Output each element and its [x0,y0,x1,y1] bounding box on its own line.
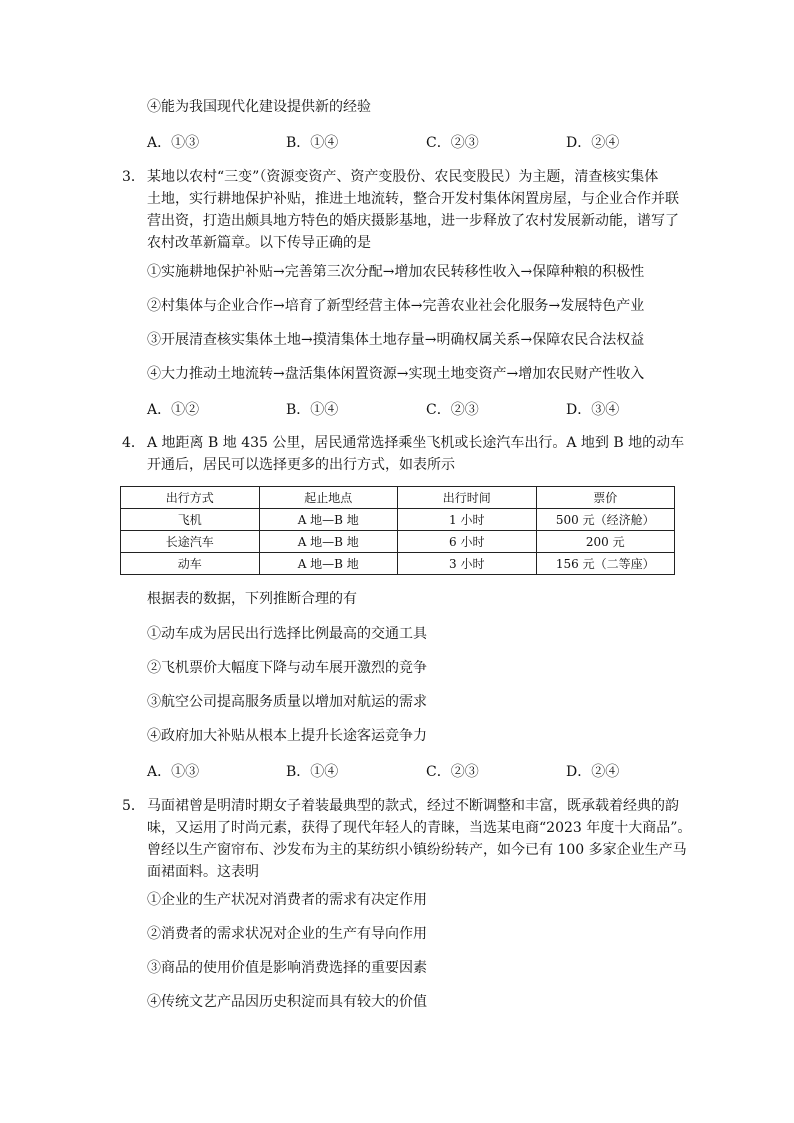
q3-option-1: ①实施耕地保护补贴→完善第三次分配→增加农民转移性收入→保障种粮的积极性 [147,264,645,280]
q4-choices [147,761,667,783]
q3-choice-c[interactable]: C．②③ [426,402,479,418]
table-header-row [121,487,675,509]
table-header-cell: 起止地点 [259,487,398,509]
table-header-cell: 出行时间 [398,487,537,509]
q3-option-3: ③开展清查核实集体土地→摸清集体土地存量→明确权属关系→保障农民合法权益 [147,332,645,348]
table-cell: 动车 [121,553,260,575]
q2-choice-a[interactable]: A．①③ [147,135,200,151]
q3-choice-b[interactable]: B．①④ [286,402,339,418]
q4-choice-b[interactable]: B．①④ [286,764,339,780]
table-cell: 500 元（经济舱） [536,509,675,531]
table-header-cell: 出行方式 [121,487,260,509]
q4-option-4: ④政府加大补贴从根本上提升长途客运竞争力 [147,728,427,744]
q5-stem-line-2: 味，又运用了时尚元素，获得了现代年轻人的青睐，当选某电商“2023 年度十大商品”。 [147,820,692,836]
q5-stem-line-1: 马面裙曾是明清时期女子着装最典型的款式，经过不断调整和丰富，既承载着经典的韵 [147,798,679,814]
q4-option-2: ②飞机票价大幅度下降与动车展开激烈的竞争 [147,660,427,676]
table-cell: A 地—B 地 [259,531,398,553]
q2-choices [147,132,667,154]
q4-option-1: ①动车成为居民出行选择比例最高的交通工具 [147,626,427,642]
q3-choice-d[interactable]: D．③④ [566,402,620,418]
table-cell: A 地—B 地 [259,553,398,575]
q5-stem-line-4: 面裙面料。这表明 [147,864,259,880]
q5-option-3: ③商品的使用价值是影响消费选择的重要因素 [147,960,427,976]
q2-option-4: ④能为我国现代化建设提供新的经验 [147,99,371,115]
q2-choice-b[interactable]: B．①④ [286,135,339,151]
q4-choice-d[interactable]: D．②④ [566,764,620,780]
q2-choice-c[interactable]: C．②③ [426,135,479,151]
table-cell: 156 元（二等座） [536,553,675,575]
q3-stem-line-4: 农村改革新篇章。以下传导正确的是 [147,235,371,251]
q3-choice-a[interactable]: A．①② [147,402,200,418]
table-cell: 6 小时 [398,531,537,553]
q4-number: 4． [122,435,145,451]
q4-stem-line-2: 开通后，居民可以选择更多的出行方式，如表所示 [147,457,455,473]
q4-option-3: ③航空公司提高服务质量以增加对航运的需求 [147,694,427,710]
q5-option-1: ①企业的生产状况对消费者的需求有决定作用 [147,892,427,908]
q4-stem-line-1: A 地距离 B 地 435 公里，居民通常选择乘坐飞机或长途汽车出行。A 地到 B 地的动车 [147,435,685,451]
q3-stem-line-3: 营出资，打造出颇具地方特色的婚庆摄影基地，进一步释放了农村发展新动能，谱写了 [147,213,679,229]
travel-table [120,486,675,575]
table-cell: 飞机 [121,509,260,531]
table-row [121,553,675,575]
q3-number: 3． [122,169,145,185]
q5-option-4: ④传统文艺产品因历史积淀而具有较大的价值 [147,994,427,1010]
q5-stem-line-3: 曾经以生产窗帘布、沙发布为主的某纺织小镇纷纷转产，如今已有 100 多家企业生产马 [147,842,687,858]
table-cell: 长途汽车 [121,531,260,553]
table-row [121,509,675,531]
q5-number: 5． [122,798,145,814]
q4-choice-c[interactable]: C．②③ [426,764,479,780]
q3-option-2: ②村集体与企业合作→培育了新型经营主体→完善农业社会化服务→发展特色产业 [147,298,645,314]
q2-choice-d[interactable]: D．②④ [566,135,620,151]
q3-choices [147,399,667,421]
table-cell: 3 小时 [398,553,537,575]
table-header-cell: 票价 [536,487,675,509]
q5-option-2: ②消费者的需求状况对企业的生产有导向作用 [147,926,427,942]
q3-stem-line-2: 土地，实行耕地保护补贴，推进土地流转，整合开发村集体闲置房屋，与企业合作并联 [147,191,679,207]
q3-stem-line-1: 某地以农村“三变”（资源变资产、资产变股份、农民变股民）为主题，清查核实集体 [147,169,659,185]
table-cell: A 地—B 地 [259,509,398,531]
q4-after-table: 根据表的数据，下列推断合理的有 [147,591,357,607]
table-row [121,531,675,553]
table-cell: 1 小时 [398,509,537,531]
q3-option-4: ④大力推动土地流转→盘活集体闲置资源→实现土地变资产→增加农民财产性收入 [147,366,645,382]
table-cell: 200 元 [536,531,675,553]
q4-choice-a[interactable]: A．①③ [147,764,200,780]
